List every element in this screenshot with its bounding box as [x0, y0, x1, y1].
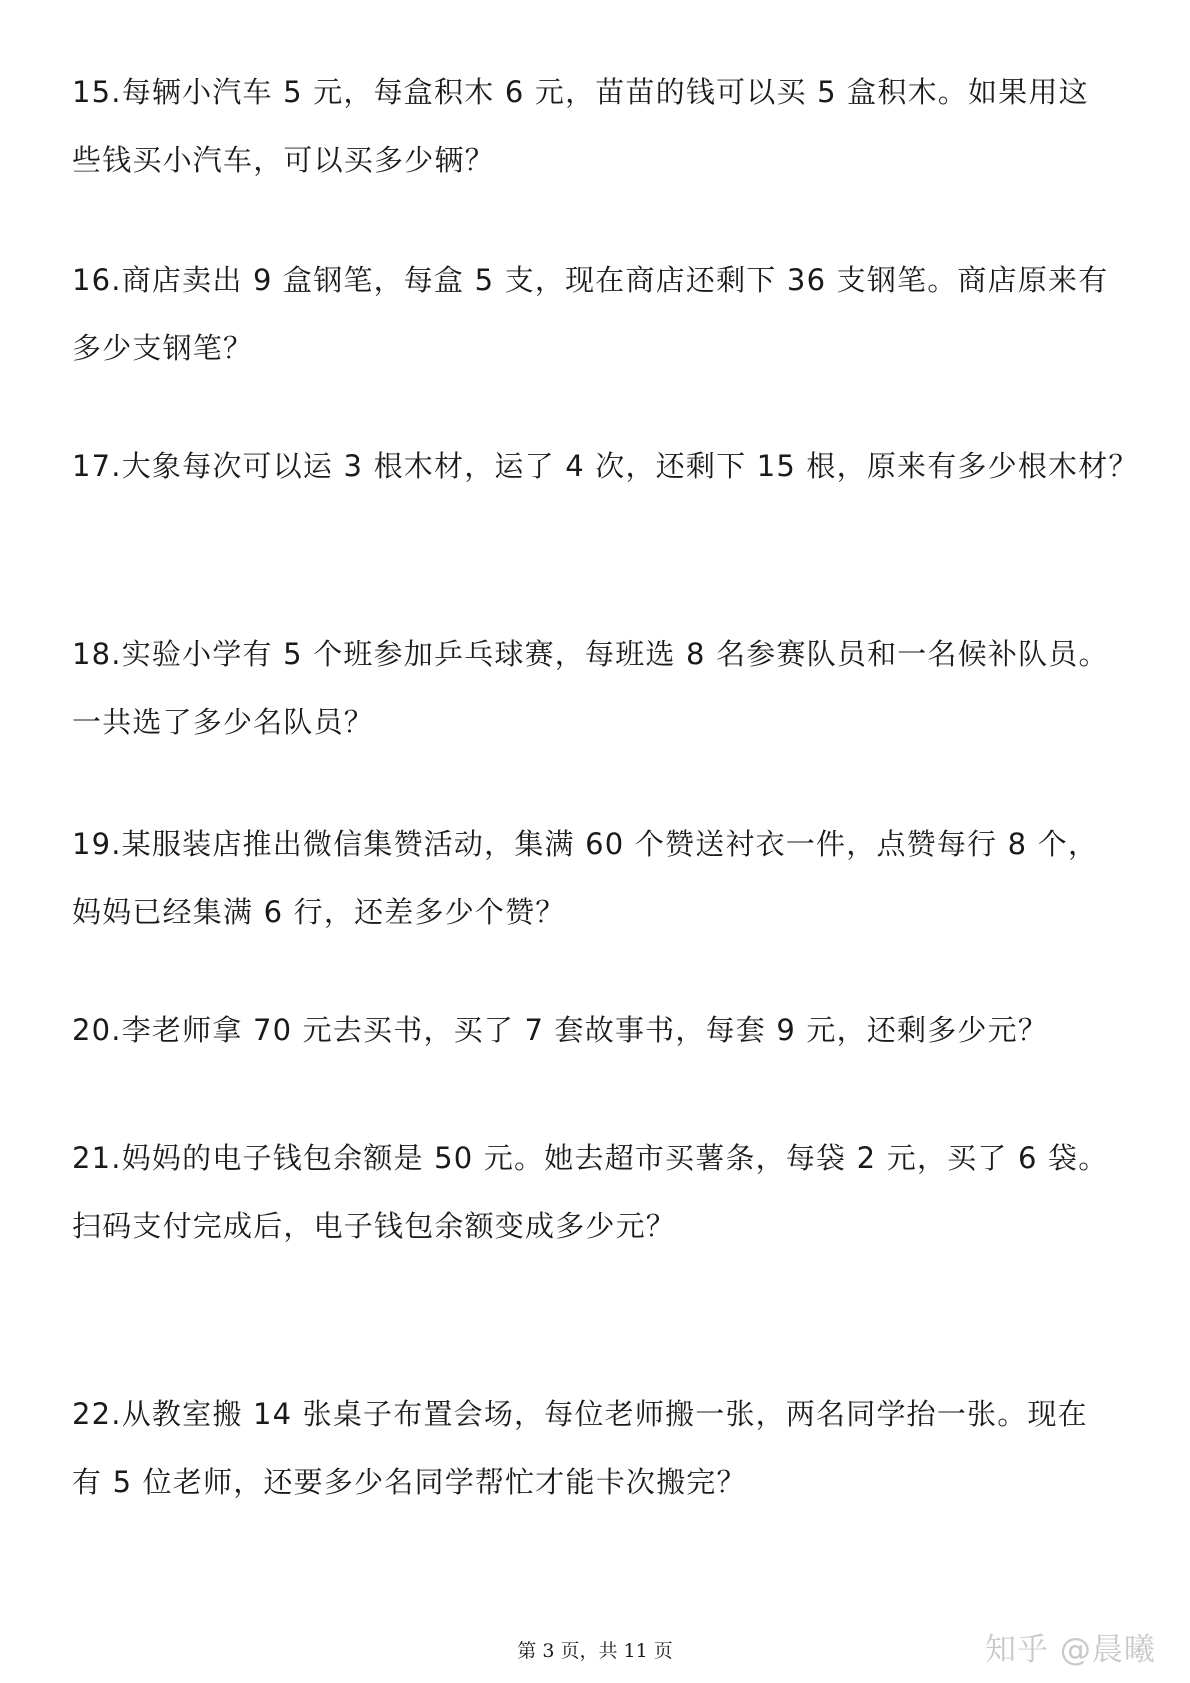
- problem-19-line-2: 妈妈已经集满 6 行，还差多少个赞？: [72, 895, 566, 929]
- problem-19-line-1: 19.某服装店推出微信集赞活动，集满 60 个赞送衬衣一件，点赞每行 8 个，: [72, 827, 1099, 861]
- problem-16: [72, 246, 1128, 382]
- problem-20: [72, 996, 1128, 1064]
- problem-15-line-1: 15.每辆小汽车 5 元，每盒积木 6 元，苗苗的钱可以买 5 盒积木。如果用这: [72, 75, 1089, 109]
- problem-21-line-2: 扫码支付完成后，电子钱包余额变成多少元？: [72, 1209, 677, 1243]
- zhihu-watermark: 知乎 @晨曦: [985, 1632, 1156, 1668]
- problem-21: [72, 1124, 1128, 1260]
- page-number: 第 3 页，共 11 页: [517, 1640, 673, 1662]
- problem-17-line-1: 17.大象每次可以运 3 根木材，运了 4 次，还剩下 15 根，原来有多少根木材？: [72, 449, 1139, 483]
- problem-22-line-1: 22.从教室搬 14 张桌子布置会场，每位老师搬一张，两名同学抬一张。现在: [72, 1397, 1088, 1431]
- problem-16-line-1: 16.商店卖出 9 盒钢笔，每盒 5 支，现在商店还剩下 36 支钢笔。商店原来有: [72, 263, 1109, 297]
- problem-17: [72, 432, 1139, 500]
- problem-20-line-1: 20.李老师拿 70 元去买书，买了 7 套故事书，每套 9 元，还剩多少元？: [72, 1013, 1049, 1047]
- problem-18: [72, 620, 1128, 756]
- problem-15: [72, 58, 1128, 194]
- problem-15-line-2: 些钱买小汽车，可以买多少辆？: [72, 143, 495, 177]
- problem-21-line-1: 21.妈妈的电子钱包余额是 50 元。她去超市买薯条，每袋 2 元，买了 6 袋。: [72, 1141, 1109, 1175]
- problem-16-line-2: 多少支钢笔？: [72, 331, 254, 365]
- problem-22-line-2: 有 5 位老师，还要多少名同学帮忙才能卡次搬完？: [72, 1465, 747, 1499]
- problem-18-line-1: 18.实验小学有 5 个班参加乒乓球赛，每班选 8 名参赛队员和一名候补队员。: [72, 637, 1109, 671]
- problem-19: [72, 810, 1128, 946]
- problem-18-line-2: 一共选了多少名队员？: [72, 705, 375, 739]
- problem-22: [72, 1380, 1128, 1516]
